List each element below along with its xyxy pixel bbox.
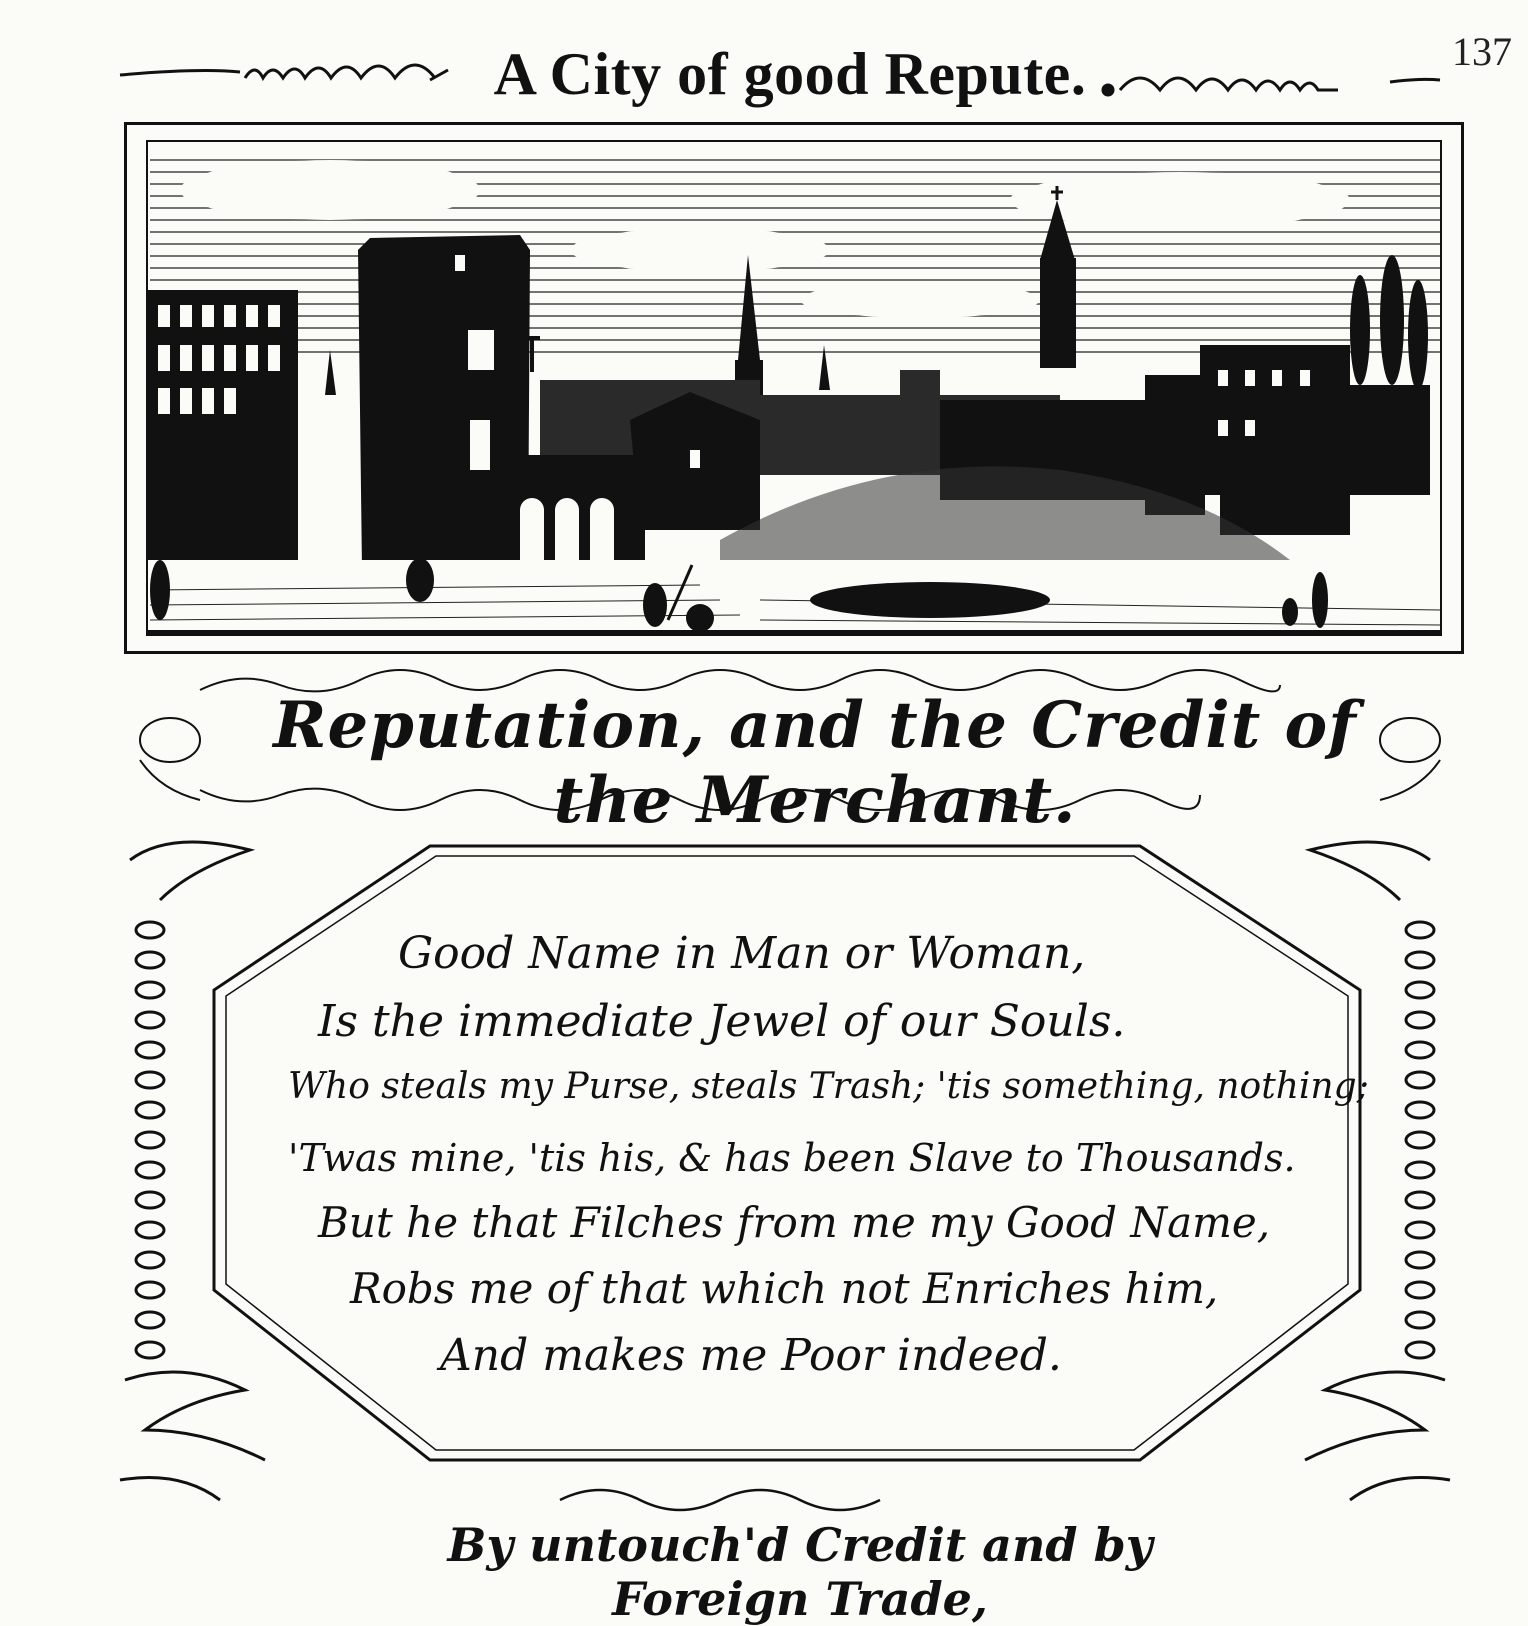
engraving-inner-frame <box>146 140 1442 636</box>
header-flourish-left <box>120 65 448 80</box>
poem-line: Who steals my Purse, steals Trash; 'tis something, nothing; <box>288 1066 1369 1107</box>
poem-line: Robs me of that which not Enriches him, <box>350 1264 1219 1313</box>
poem-line: Is the immediate Jewel of our Souls. <box>318 996 1126 1047</box>
page-number: 137 <box>1452 29 1512 74</box>
poem-line: Good Name in Man or Woman, <box>398 928 1086 979</box>
bottom-flourish <box>560 1490 880 1510</box>
subtitle: Reputation, and the Credit of the Merchant. <box>273 688 1357 838</box>
poem-line: And makes me Poor indeed. <box>440 1330 1062 1381</box>
bottom-verse-line: By untouch'd Credit and by Foreign Trade, <box>447 1518 1153 1626</box>
poem-line: But he that Filches from me my Good Name, <box>318 1198 1271 1247</box>
header-title: A City of good Repute. <box>493 41 1087 107</box>
header-flourish-right <box>1103 78 1440 95</box>
poem-line: 'Twas mine, 'tis his, & has been Slave to Thousands. <box>288 1136 1296 1180</box>
left-border-loops <box>120 842 265 1500</box>
right-border-loops <box>1305 842 1450 1500</box>
